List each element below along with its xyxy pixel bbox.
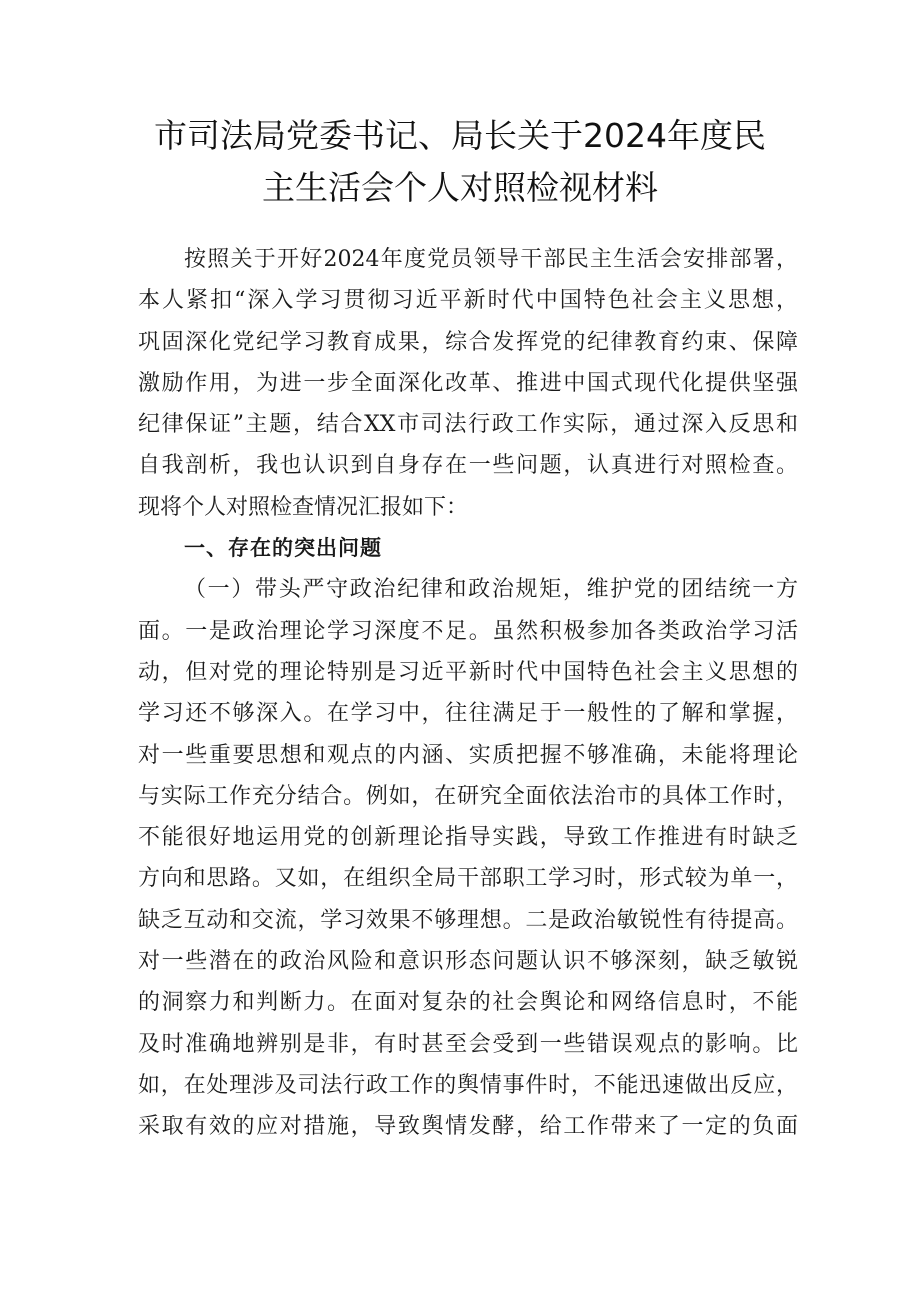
text-line: 及时准确地辨别是非，有时甚至会受到一些错误观点的影响。比 [138,1031,798,1057]
text-line: 对一些潜在的政治风险和意识形态问题认识不够深刻，缺乏敏锐 [138,949,798,975]
title-line: 主生活会个人对照检视材料 [262,168,658,207]
text-line: 巩固深化党纪学习教育成果，综合发挥党的纪律教育约束、保障 [138,329,798,355]
section-heading: 一、存在的突出问题 [184,536,382,561]
document-body [138,239,798,1148]
paragraph-problems [138,569,798,1147]
text-line: 对一些重要思想和观点的内涵、实质把握不够准确，未能将理论 [138,742,798,768]
text-line: 不能很好地运用党的创新理论指导实践，导致工作推进有时缺乏 [138,825,798,851]
text-line: 现将个人对照检查情况汇报如下： [138,494,469,520]
text-line: （一）带头严守政治纪律和政治规矩，维护党的团结统一方 [184,577,798,603]
text-line: 采取有效的应对措施，导致舆情发酵，给工作带来了一定的负面 [138,1114,798,1140]
text-line: 与实际工作充分结合。例如，在研究全面依法治市的具体工作时， [138,783,798,809]
text-line: 纪律保证”主题，结合XX市司法行政工作实际，通过深入反思和 [138,412,798,438]
text-line: 按照关于开好2024年度党员领导干部民主生活会安排部署， [184,247,798,272]
text-line: 本人紧扣“深入学习贯彻习近平新时代中国特色社会主义思想， [138,288,798,314]
title-line: 市司法局党委书记、局长关于2024年度民 [154,116,766,155]
text-line: 的洞察力和判断力。在面对复杂的社会舆论和网络信息时，不能 [138,990,798,1016]
document-title [120,110,800,214]
text-line: 如，在处理涉及司法行政工作的舆情事件时，不能迅速做出反应， [138,1072,798,1098]
text-line: 激励作用，为进一步全面深化改革、推进中国式现代化提供坚强 [138,370,798,396]
paragraph-intro [138,239,798,528]
text-line: 面。一是政治理论学习深度不足。虽然积极参加各类政治学习活 [138,618,798,644]
text-line: 自我剖析，我也认识到自身存在一些问题，认真进行对照检查。 [138,453,798,479]
text-line: 动，但对党的理论特别是习近平新时代中国特色社会主义思想的 [138,659,798,685]
text-line: 方向和思路。又如，在组织全局干部职工学习时，形式较为单一， [138,866,798,892]
text-line: 缺乏互动和交流，学习效果不够理想。二是政治敏锐性有待提高。 [138,907,798,933]
text-line: 学习还不够深入。在学习中，往往满足于一般性的了解和掌握， [138,701,798,727]
